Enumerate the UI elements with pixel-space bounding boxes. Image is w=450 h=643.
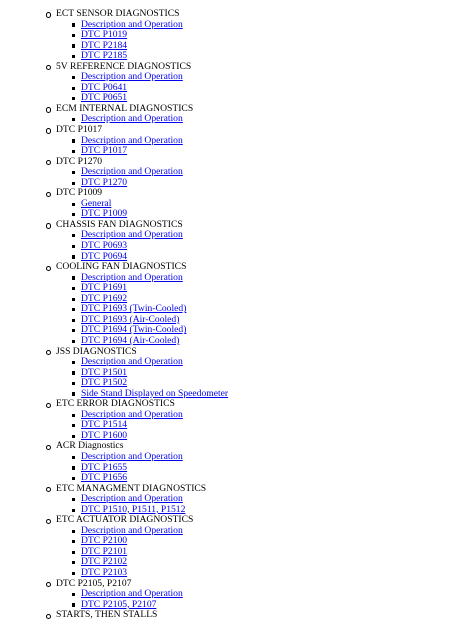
toc-link[interactable]: DTC P1655 — [81, 461, 128, 473]
toc-section — [0, 125, 450, 157]
section-title: COOLING FAN DIAGNOSTICS — [56, 261, 187, 273]
toc-link[interactable]: Description and Operation — [81, 113, 183, 125]
toc-section — [0, 399, 450, 441]
toc-section — [0, 610, 450, 621]
circle-bullet-icon — [46, 266, 51, 271]
toc-link[interactable]: DTC P2102 — [81, 556, 128, 568]
circle-bullet-icon — [46, 65, 51, 70]
section-heading — [0, 515, 450, 526]
section-heading — [0, 610, 450, 621]
square-bullet-icon — [72, 44, 75, 47]
section-title: DTC P1270 — [56, 155, 103, 167]
toc-link[interactable]: DTC P1694 (Air-Cooled) — [81, 334, 180, 346]
section-heading — [0, 62, 450, 73]
square-bullet-icon — [72, 551, 75, 554]
square-bullet-icon — [72, 414, 75, 417]
circle-bullet-icon — [46, 519, 51, 524]
toc-section — [0, 220, 450, 262]
toc-link[interactable]: DTC P2184 — [81, 39, 128, 51]
square-bullet-icon — [72, 424, 75, 427]
section-heading — [0, 188, 450, 199]
square-bullet-icon — [72, 287, 75, 290]
list-item — [0, 452, 450, 463]
square-bullet-icon — [72, 182, 75, 185]
section-title: 5V REFERENCE DIAGNOSTICS — [56, 60, 192, 72]
toc-section — [0, 579, 450, 611]
section-heading — [0, 441, 450, 452]
toc-link[interactable]: DTC P1694 (Twin-Cooled) — [81, 324, 187, 336]
toc-link[interactable]: DTC P0641 — [81, 81, 128, 93]
square-bullet-icon — [72, 572, 75, 575]
list-item — [0, 526, 450, 537]
list-item — [0, 83, 450, 94]
toc-link[interactable]: DTC P1502 — [81, 377, 128, 389]
toc-link[interactable]: DTC P0651 — [81, 92, 128, 104]
square-bullet-icon — [72, 139, 75, 142]
toc-section — [0, 104, 450, 125]
section-heading — [0, 347, 450, 358]
list-item — [0, 325, 450, 336]
section-title: ECT SENSOR DIAGNOSTICS — [56, 8, 180, 19]
toc-link[interactable]: Description and Operation — [81, 356, 183, 368]
square-bullet-icon — [72, 118, 75, 121]
list-item — [0, 557, 450, 568]
toc-link[interactable]: DTC P1693 (Air-Cooled) — [81, 313, 180, 325]
square-bullet-icon — [72, 509, 75, 512]
toc-link[interactable]: DTC P2185 — [81, 50, 128, 62]
list-item — [0, 589, 450, 600]
toc-link[interactable]: DTC P1691 — [81, 282, 128, 294]
square-bullet-icon — [72, 308, 75, 311]
toc-section — [0, 484, 450, 516]
toc-link[interactable]: DTC P1656 — [81, 472, 128, 484]
toc-link[interactable]: Description and Operation — [81, 71, 183, 83]
circle-bullet-icon — [46, 487, 51, 492]
square-bullet-icon — [72, 561, 75, 564]
list-item — [0, 294, 450, 305]
section-title: ECM INTERNAL DIAGNOSTICS — [56, 102, 194, 114]
circle-bullet-icon — [46, 160, 51, 165]
square-bullet-icon — [72, 540, 75, 543]
section-heading — [0, 125, 450, 136]
square-bullet-icon — [72, 466, 75, 469]
toc-link[interactable]: Description and Operation — [81, 271, 183, 283]
toc-link[interactable]: Description and Operation — [81, 18, 183, 30]
circle-bullet-icon — [46, 445, 51, 450]
list-item — [0, 41, 450, 52]
square-bullet-icon — [72, 87, 75, 90]
square-bullet-icon — [72, 255, 75, 258]
section-title: ETC MANAGMENT DIAGNOSTICS — [56, 482, 207, 494]
circle-bullet-icon — [46, 12, 51, 17]
toc-link[interactable]: Description and Operation — [81, 229, 183, 241]
toc-section — [0, 515, 450, 578]
list-item — [0, 410, 450, 421]
section-title: DTC P1009 — [56, 187, 103, 199]
list-item — [0, 315, 450, 326]
section-title: ACR Diagnostics — [56, 440, 124, 452]
square-bullet-icon — [72, 276, 75, 279]
square-bullet-icon — [72, 530, 75, 533]
toc-link[interactable]: DTC P1692 — [81, 292, 128, 304]
square-bullet-icon — [72, 498, 75, 501]
toc-link[interactable]: DTC P2100 — [81, 535, 128, 547]
square-bullet-icon — [72, 319, 75, 322]
section-title: DTC P1017 — [56, 124, 103, 136]
square-bullet-icon — [72, 340, 75, 343]
square-bullet-icon — [72, 234, 75, 237]
section-title: STARTS, THEN STALLS — [56, 609, 158, 621]
toc-link[interactable]: DTC P1019 — [81, 29, 128, 41]
list-item — [0, 273, 450, 284]
square-bullet-icon — [72, 477, 75, 480]
section-title: ETC ERROR DIAGNOSTICS — [56, 398, 175, 410]
list-item — [0, 199, 450, 210]
section-heading — [0, 9, 450, 20]
toc-link[interactable]: DTC P1009 — [81, 208, 128, 220]
section-heading — [0, 157, 450, 168]
square-bullet-icon — [72, 150, 75, 153]
list-item — [0, 72, 450, 83]
toc-link[interactable]: Side Stand Displayed on Speedometer — [81, 387, 229, 399]
list-item — [0, 304, 450, 315]
square-bullet-icon — [72, 603, 75, 606]
toc-link[interactable]: Description and Operation — [81, 450, 183, 462]
toc-section — [0, 62, 450, 104]
square-bullet-icon — [72, 76, 75, 79]
list-item — [0, 357, 450, 368]
square-bullet-icon — [72, 23, 75, 26]
section-heading — [0, 484, 450, 495]
toc-section — [0, 9, 450, 62]
toc-link[interactable]: DTC P0694 — [81, 250, 128, 262]
circle-bullet-icon — [46, 582, 51, 587]
section-title: DTC P2105, P2107 — [56, 577, 132, 589]
square-bullet-icon — [72, 593, 75, 596]
toc-section — [0, 262, 450, 346]
toc-section — [0, 441, 450, 483]
list-item — [0, 136, 450, 147]
list-item — [0, 547, 450, 558]
circle-bullet-icon — [46, 192, 51, 197]
square-bullet-icon — [72, 203, 75, 206]
square-bullet-icon — [72, 456, 75, 459]
toc-link[interactable]: Description and Operation — [81, 408, 183, 420]
square-bullet-icon — [72, 213, 75, 216]
section-heading — [0, 262, 450, 273]
square-bullet-icon — [72, 298, 75, 301]
toc-link[interactable]: DTC P2101 — [81, 545, 128, 557]
toc-link[interactable]: DTC P1510, P1511, P1512 — [81, 503, 186, 515]
list-item — [0, 494, 450, 505]
list-item — [0, 420, 450, 431]
circle-bullet-icon — [46, 614, 51, 619]
square-bullet-icon — [72, 34, 75, 37]
toc-link[interactable]: DTC P1600 — [81, 429, 128, 441]
toc-link[interactable]: DTC P1501 — [81, 366, 128, 378]
section-title: CHASSIS FAN DIAGNOSTICS — [56, 218, 183, 230]
circle-bullet-icon — [46, 350, 51, 355]
circle-bullet-icon — [46, 107, 51, 112]
list-item — [0, 20, 450, 31]
toc-link[interactable]: DTC P2103 — [81, 566, 128, 578]
section-heading — [0, 104, 450, 115]
list-item — [0, 283, 450, 294]
circle-bullet-icon — [46, 128, 51, 133]
section-title: ETC ACTUATOR DIAGNOSTICS — [56, 514, 194, 526]
toc-link[interactable]: DTC P0693 — [81, 240, 128, 252]
toc-section — [0, 347, 450, 400]
section-heading — [0, 399, 450, 410]
circle-bullet-icon — [46, 223, 51, 228]
list-item — [0, 30, 450, 41]
toc-link[interactable]: DTC P1270 — [81, 176, 128, 188]
toc-link[interactable]: DTC P1017 — [81, 145, 128, 157]
square-bullet-icon — [72, 55, 75, 58]
toc-link[interactable]: General — [81, 197, 112, 209]
list-item — [0, 230, 450, 241]
toc-link[interactable]: DTC P2105, P2107 — [81, 598, 157, 610]
square-bullet-icon — [72, 392, 75, 395]
toc-link[interactable]: Description and Operation — [81, 166, 183, 178]
square-bullet-icon — [72, 361, 75, 364]
square-bullet-icon — [72, 382, 75, 385]
square-bullet-icon — [72, 329, 75, 332]
toc-section — [0, 157, 450, 189]
toc-link[interactable]: Description and Operation — [81, 524, 183, 536]
toc-link[interactable]: Description and Operation — [81, 493, 183, 505]
section-title: JSS DIAGNOSTICS — [56, 345, 137, 357]
square-bullet-icon — [72, 97, 75, 100]
square-bullet-icon — [72, 171, 75, 174]
circle-bullet-icon — [46, 403, 51, 408]
toc-link[interactable]: DTC P1693 (Twin-Cooled) — [81, 303, 187, 315]
list-item — [0, 368, 450, 379]
list-item — [0, 241, 450, 252]
toc-link[interactable]: Description and Operation — [81, 134, 183, 146]
toc-link[interactable]: Description and Operation — [81, 588, 183, 600]
section-heading — [0, 220, 450, 231]
square-bullet-icon — [72, 435, 75, 438]
toc-link[interactable]: DTC P1514 — [81, 419, 128, 431]
section-heading — [0, 579, 450, 590]
square-bullet-icon — [72, 371, 75, 374]
list-item — [0, 536, 450, 547]
list-item — [0, 167, 450, 178]
square-bullet-icon — [72, 245, 75, 248]
toc-section — [0, 188, 450, 220]
list-item — [0, 463, 450, 474]
